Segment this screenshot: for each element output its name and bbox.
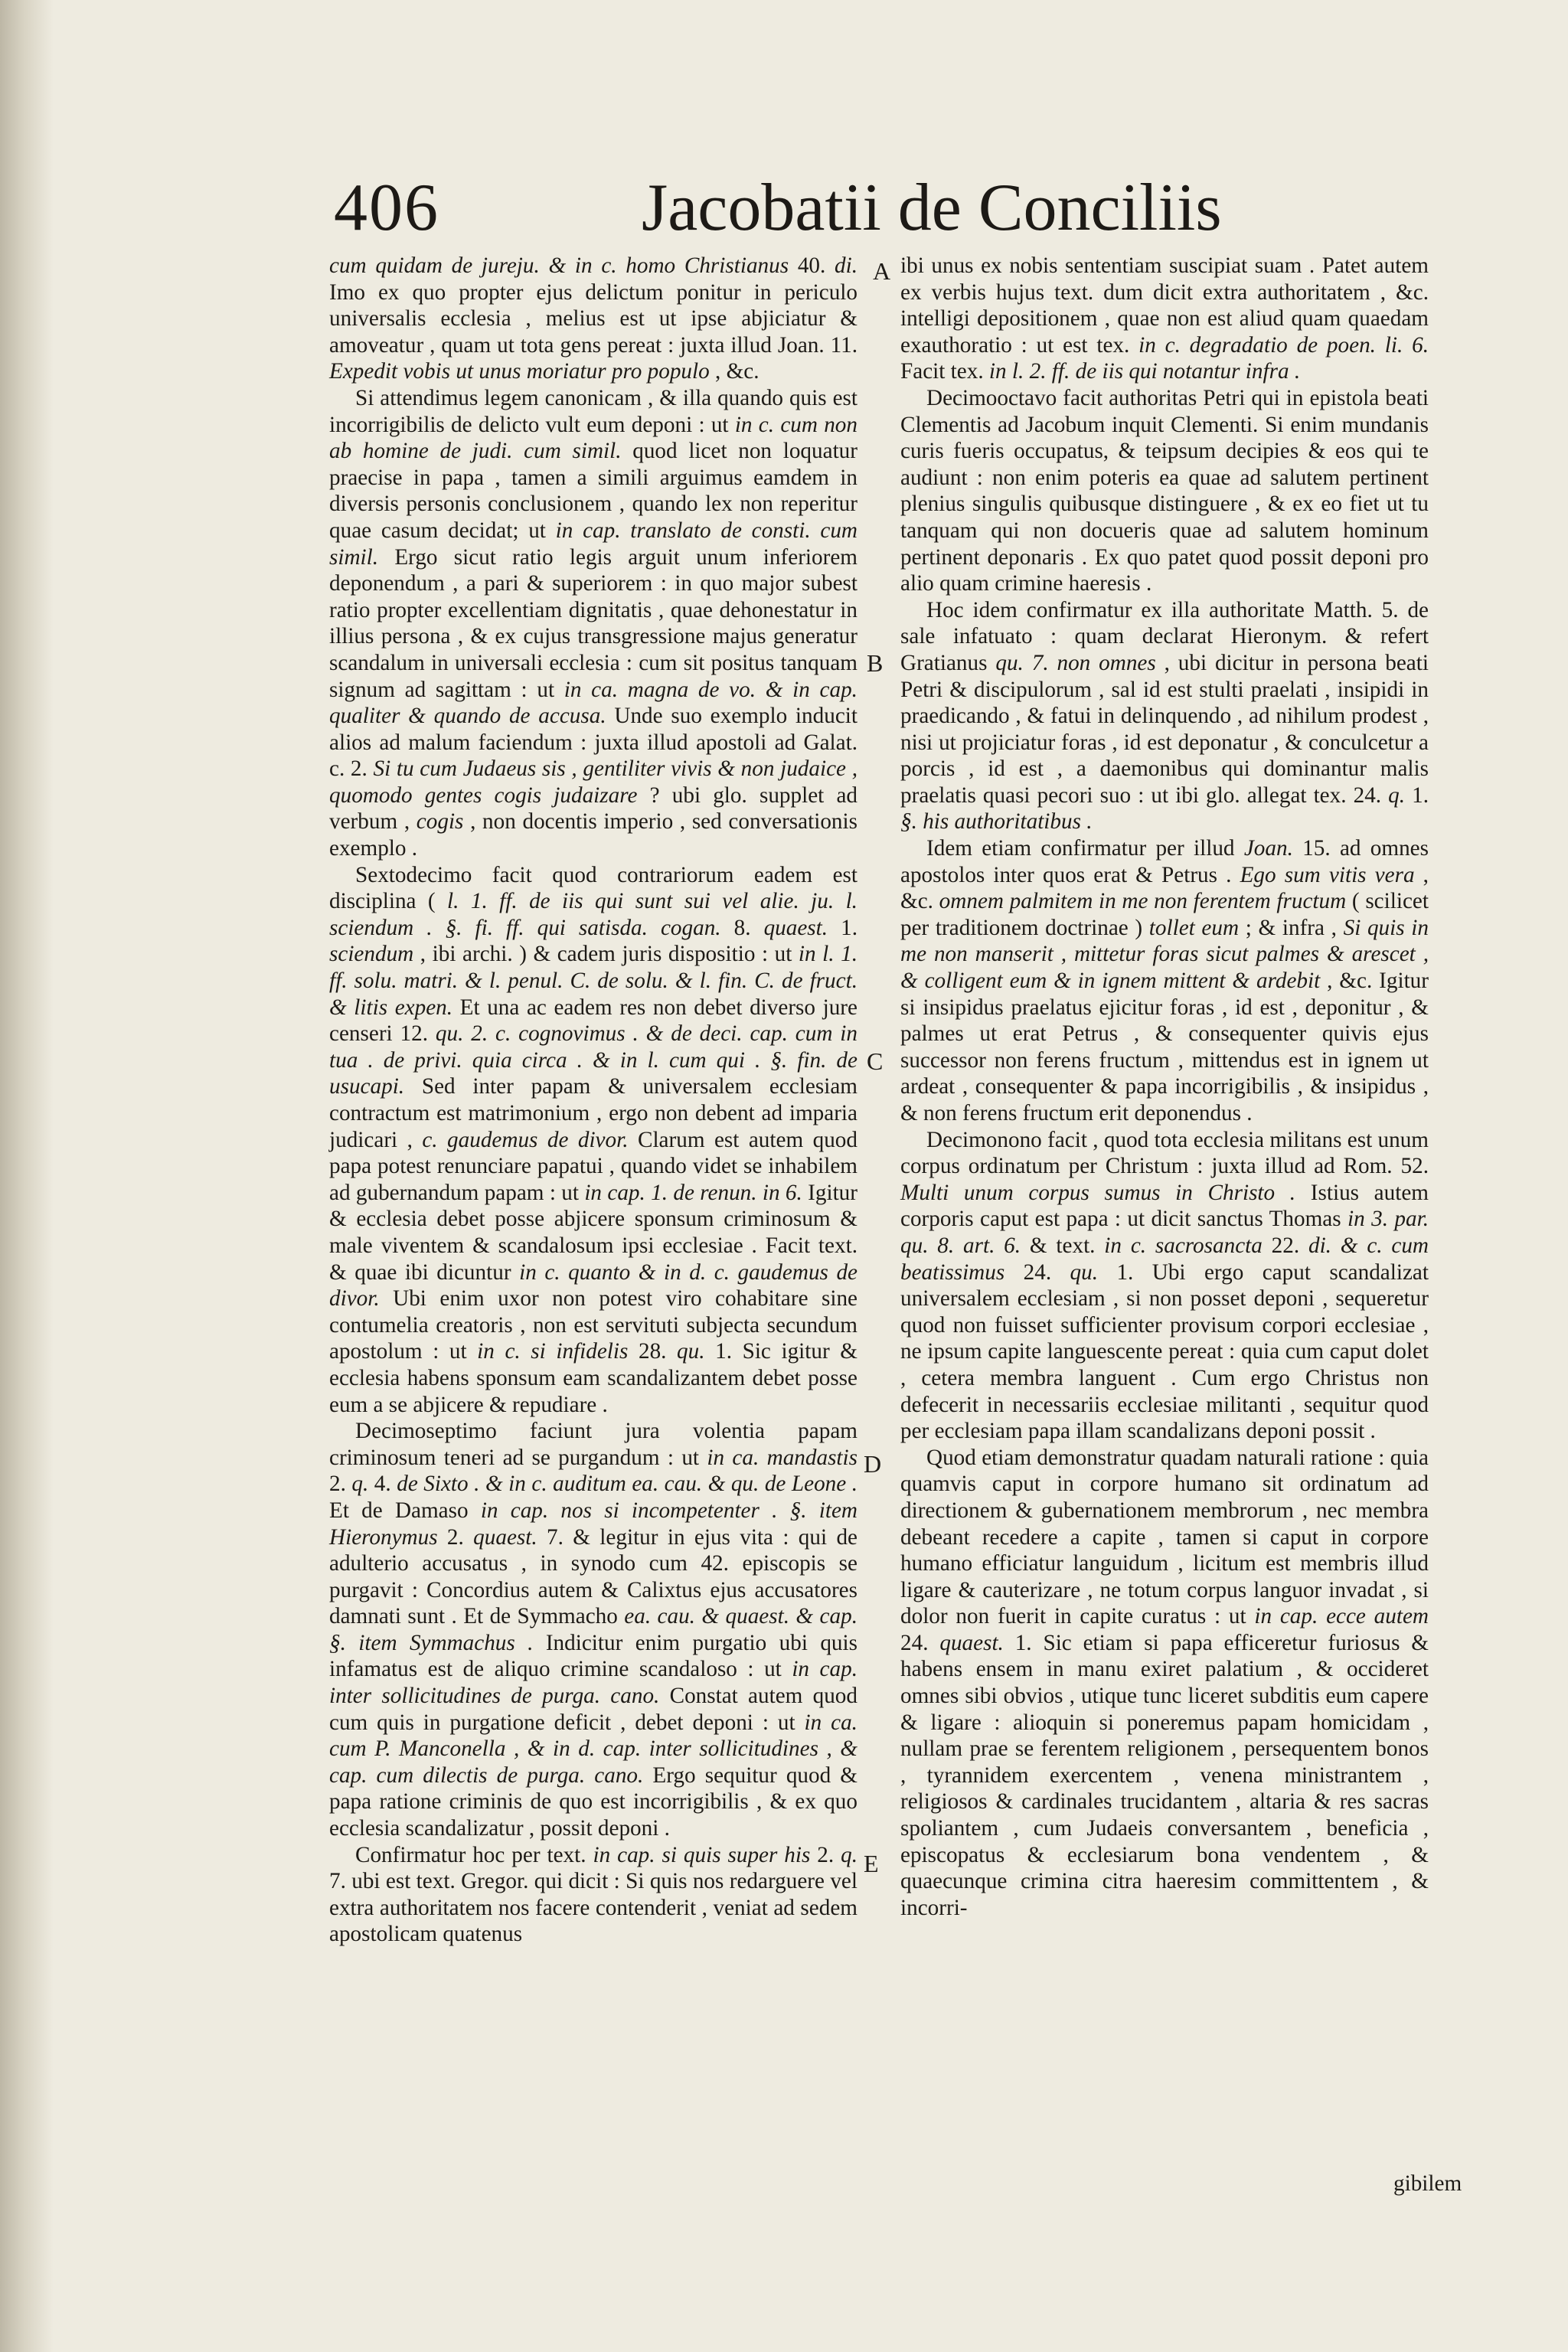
paragraph xyxy=(900,597,1429,835)
text-run: 28. xyxy=(628,1339,678,1364)
text-run: ( scilicet per traditionem doctrinae ) xyxy=(900,889,1429,940)
text-run: 1. xyxy=(1405,782,1429,808)
citation-italic: in c. cum non ab homine de judi. cum simil. xyxy=(329,412,858,464)
text-run: Et de Damaso xyxy=(329,1498,481,1523)
citation-italic: in ca. magna de vo. & in cap. qualiter & quando de accusa. xyxy=(329,677,858,729)
text-run: , &c. xyxy=(900,862,1429,914)
citation-italic: in c. degradatio de poen. li. 6. xyxy=(1138,332,1429,358)
text-run: Indicitur enim purgatio ubi quis infamatus est de aliquo crimine scandaloso : ut xyxy=(329,1630,858,1682)
text-run: 2. xyxy=(437,1524,474,1550)
text-run: , ibi archi. ) & cadem juris dispositio : ut xyxy=(413,942,799,967)
text-run: 15. ad omnes apostolos inter quos erat & Petrus . xyxy=(900,836,1429,887)
citation-italic: Si quis in me non manserit , mittetur foras sicut palmes & arescet , & colligent eum & in ignem mittent & ardebit xyxy=(900,915,1429,994)
paragraph xyxy=(900,253,1429,385)
text-run: quod licet non loquatur praecise in papa , tamen a simili arguimus eamdem in diversis personis conclusionem , quando lex non reperitur quae casum decidat; ut xyxy=(329,439,858,543)
text-run: 24. xyxy=(900,1630,940,1655)
text-run: 2. xyxy=(810,1842,841,1867)
text-run: Si attendimus legem canonicam , & illa quando quis est incorrigibilis de delicto vult eum deponi : ut xyxy=(329,385,858,437)
text-run: Decimonono facit , quod tota ecclesia militans est unum corpus ordinatum per Christum : juxta illud ad Rom. 52. xyxy=(900,1127,1429,1179)
citation-italic: cogis xyxy=(416,809,464,835)
text-run: Sextodecimo facit quod contrariorum eadem est disciplina ( xyxy=(329,862,858,914)
citation-italic: in c. quanto & in d. c. gaudemus de divor. xyxy=(329,1259,858,1312)
citation-italic: §. his authoritatibus . xyxy=(900,809,1093,835)
citation-italic: omnem palmitem in me non ferentem fructum xyxy=(939,889,1347,914)
citation-italic: in cap. si quis super his xyxy=(593,1842,811,1867)
text-run: Ergo sicut ratio legis arguit unum inferiorem deponendum , a pari & superiorem : in quo major subest ratio propter excellentiam dignitatis , quae dehonestatur in illius persona , & ex cujus transgressione majus generatur scandalum in universali ecclesia : cum sit positus tanquam signum ad sagittam : ut xyxy=(329,544,858,702)
catchword: gibilem xyxy=(1393,2171,1462,2196)
text-run: Ubi enim uxor non potest viro cohabitare sine contumelia creatoris , non est servituti subjecta secundum apostolum : ut xyxy=(329,1286,858,1364)
text-run: 1. Sic igitur & ecclesia habens sponsum eam scandalizantem debet posse eum a se abjicere & repudiare . xyxy=(329,1339,858,1417)
citation-italic: quaest. xyxy=(939,1630,1004,1655)
paragraph xyxy=(329,253,858,385)
citation-italic: Joan. xyxy=(1243,836,1293,861)
citation-italic: in ca. mandastis xyxy=(707,1445,858,1470)
text-run: 24. xyxy=(1004,1259,1070,1285)
citation-italic: Si tu cum Judaeus sis , gentiliter vivis & non judaice , quomodo gentes cogis judaizare xyxy=(329,756,858,808)
citation-italic: in 3. par. qu. 8. art. 6. xyxy=(900,1207,1429,1258)
citation-italic: tollet eum xyxy=(1148,915,1240,940)
right-column xyxy=(900,253,1429,1921)
citation-italic: qu. 2. c. cognovimus . & de deci. cap. cum in tua . de privi. quia circa . & in l. cum qui . §. fin. de usucapi. xyxy=(329,1021,858,1099)
citation-italic: in cap. nos si incompetenter . §. item Hieronymus xyxy=(329,1498,858,1550)
citation-italic: quaest. xyxy=(763,915,828,940)
paragraph xyxy=(900,1127,1429,1445)
citation-italic: di. & c. cum beatissimus xyxy=(900,1233,1429,1285)
citation-italic: in l. 2. ff. de iis qui notantur infra . xyxy=(988,359,1301,384)
paragraph xyxy=(329,862,858,1418)
margin-letter-d: D xyxy=(864,1450,882,1478)
text-run: ibi unus ex nobis sententiam suscipiat suam . Patet autem ex verbis hujus text. dum dicit extra authoritatem , &c. intelligi depositionem , quae non est aliud quam quaedam exauthoratio : ut est tex. xyxy=(900,253,1429,358)
text-run: 22. xyxy=(1262,1233,1308,1258)
text-run: 8. xyxy=(720,915,764,940)
citation-italic: in c. sacrosancta xyxy=(1104,1233,1263,1258)
paragraph xyxy=(900,835,1429,1127)
binding-shadow xyxy=(0,0,54,2352)
text-run: Decimooctavo facit authoritas Petri qui in epistola beati Clementis ad Jacobum inquit Clementi. Si enim mundanis curis fueris occupatus, & teipsum decipies & eos qui te audiunt : non enim poteris ea quae ad salutem pertinent plenius singulis quibusque distinguere , & ex eo fiet ut tu tanquam qui non docueris quae ad salutem hominum pertinent deponaris . Ex quo patet quod possit deponi pro alio quam crimine haeresis . xyxy=(900,385,1429,596)
citation-italic: l. 1. ff. de iis qui sunt sui vel alie. ju. l. sciendum . §. fi. ff. qui satisda. cogan. xyxy=(329,889,858,940)
citation-italic: Ego sum vitis vera xyxy=(1240,862,1415,887)
text-run: & text. xyxy=(1021,1233,1105,1258)
text-run: 7. & legitur in ejus vita : qui de adulterio accusatus , in synodo cum 42. episcopis se purgavit : Concordius autem & Calixtus ejus accusatores damnati sunt . Et de Symmacho xyxy=(329,1524,858,1629)
citation-italic: ea. cau. & quaest. & cap. §. item Symmachus . xyxy=(329,1604,858,1655)
text-run: ; & infra , xyxy=(1239,915,1344,940)
citation-italic: q. xyxy=(841,1842,858,1867)
citation-italic: in c. si infidelis xyxy=(477,1339,629,1364)
left-column xyxy=(329,253,858,1948)
text-run: Quod etiam demonstratur quadam naturali ratione : quia quamvis caput in corpore humano sit ordinatum ad directionem & gubernationem membrorum , nec membra debeant recedere a capite , tamen si caput in corpore humano efficiatur languidum , licitum est membris illud ligare & cauterizare , ne totum corpus languor invadat , si dolor non fuerit in capite curatus : ut xyxy=(900,1445,1429,1629)
paragraph xyxy=(329,385,858,862)
text-run: Igitur & ecclesia debet posse abjicere sponsum criminosum & male viventem & scandalosum ipsi ecclesiae . Facit text. & quae ibi dicuntur xyxy=(329,1180,858,1285)
citation-italic: in cap. ecce autem xyxy=(1254,1604,1429,1629)
citation-italic: in cap. 1. de renun. in 6. xyxy=(584,1180,802,1205)
text-run: , non docentis imperio , sed conversationis exemplo . xyxy=(329,809,858,861)
citation-italic: di. xyxy=(835,253,858,278)
text-run: , ubi dicitur in persona beati Petri & discipulorum , sal id est stulti praelati , insipidi in praedicando , & fatui in delinquendo , ad nihilum prodest , nisi ut projiciatur foras , id est deponatur , & conculcetur a porcis , id est , a daemonibus qui dominantur malis praelatis quasi pecori suo : ut ibi glo. allegat tex. 24. xyxy=(900,650,1429,808)
text-run: Decimoseptimo faciunt jura volentia papam criminosum teneri ad se purgandum : ut xyxy=(329,1419,858,1470)
citation-italic: c. gaudemus de divor. xyxy=(422,1127,629,1152)
text-run: Unde suo exemplo inducit alios ad malum faciendum : juxta illud apostoli ad Galat. c. 2. xyxy=(329,704,858,782)
text-run: , &c. xyxy=(709,359,760,384)
text-run: Imo ex quo propter ejus delictum ponitur in periculo universalis ecclesia , melius est ut ipse abjiciatur & amoveatur , quam ut tota gens pereat : juxta illud Joan. 11. xyxy=(329,279,858,358)
text-run: 7. ubi est text. Gregor. qui dicit : Si quis nos redarguere vel extra authoritatem nos facere contenderit , veniat ad sedem apostolicam quatenus xyxy=(329,1869,858,1947)
paragraph xyxy=(900,1445,1429,1922)
text-run: 4. xyxy=(368,1472,397,1497)
citation-italic: quaest. xyxy=(473,1524,537,1550)
paragraph xyxy=(329,1418,858,1842)
margin-letter-c: C xyxy=(867,1047,884,1075)
text-run: Et una ac eadem res non debet diverso jure censeri 12. xyxy=(329,995,858,1047)
text-run: Hoc idem confirmatur ex illa authoritate Matth. 5. de sale infatuato : quam declarat Hieronym. & refert Gratianus xyxy=(900,597,1429,675)
text-run: Ergo sequitur quod & papa ratione criminis de quo est incorrigibilis , & ex quo ecclesia scandalizatur , possit deponi . xyxy=(329,1762,858,1841)
margin-letter-a: A xyxy=(873,257,891,285)
text-run: 1. xyxy=(828,915,858,940)
text-run: Constat autem quod cum quis in purgatione deficit , debet deponi : ut xyxy=(329,1684,858,1735)
margin-letter-b: B xyxy=(867,649,884,677)
text-run: Clarum est autem quod papa potest renunciare papatui , quando videt se inhabilem ad gubernandum papam : ut xyxy=(329,1127,858,1205)
text-run: ? ubi glo. supplet ad verbum , xyxy=(329,782,858,835)
text-run: 2. xyxy=(329,1472,352,1497)
paragraph xyxy=(329,1842,858,1948)
citation-italic: q. xyxy=(351,1472,369,1497)
citation-italic: qu. 7. non omnes xyxy=(995,650,1156,675)
text-run: 1. Ubi ergo caput scandalizat universalem ecclesiam , si non posset deponi , sequeretur quod non fuisset sufficienter provisum corpori ecclesiae , ne ipsum capite languescente pereat : quia cum caput dolet , cetera membra languent . Cum ergo Christus non defecerit in necessariis ecclesiae militanti , sequitur quod per ecclesiam papa illam scandalizans deponi possit . xyxy=(900,1259,1429,1444)
citation-italic: Multi unum corpus sumus in Christo . xyxy=(900,1180,1296,1205)
text-run: Sed inter papam & universalem ecclesiam contractum est matrimonium , ergo non debent ad imparia judicari , xyxy=(329,1074,858,1152)
text-run: Confirmatur hoc per text. xyxy=(355,1842,593,1867)
text-run: Istius autem corporis caput est papa : ut dicit sanctus Thomas xyxy=(900,1180,1429,1232)
text-run: 1. Sic etiam si papa efficeretur furiosus & habens ensem in manu exiret palatium , & occideret omnes sibi obvios , utique tunc liceret subditis eum capere & ligare : alioquin si poneremus papam homicidam , nullam prae se ferentem religionem , persequentem bonos , tyrannidem exercentem , venena ministrantem , religiosos & cardinales trucidantem , altaria & res sacras spoliantem , cum Judaeis conversantem , beneficia , episcopatus & ecclesiarum bona vendentem , & quaecunque crimina citra haeresim committentem , & incorri- xyxy=(900,1630,1429,1920)
citation-italic: in l. 1. ff. solu. matri. & l. penul. C. de solu. & l. fin. C. de fruct. & litis expen. xyxy=(329,942,858,1020)
citation-italic: de Sixto . & in c. auditum ea. cau. & qu. de Leone . xyxy=(397,1472,858,1497)
citation-italic: sciendum xyxy=(329,942,414,967)
citation-italic: Expedit vobis ut unus moriatur pro populo xyxy=(329,359,710,384)
running-title: Jacobatii de Conciliis xyxy=(642,171,1222,245)
citation-italic: qu. xyxy=(677,1339,705,1364)
text-run: Facit tex. xyxy=(900,359,989,384)
citation-italic: qu. xyxy=(1070,1259,1099,1285)
citation-italic: in ca. cum P. Manconella , & in d. cap. inter sollicitudines , & cap. cum dilectis de purga. cano. xyxy=(329,1710,858,1788)
citation-italic: q. xyxy=(1388,782,1406,808)
text-run: 40. xyxy=(789,253,835,278)
paragraph xyxy=(900,385,1429,597)
text-run: Idem etiam confirmatur per illud xyxy=(926,836,1244,861)
margin-letter-e: E xyxy=(864,1850,879,1877)
citation-italic: cum quidam de jureju. & in c. homo Christianus xyxy=(329,253,789,278)
citation-italic: in cap. translato de consti. cum simil. xyxy=(329,518,858,570)
citation-italic: in cap. inter sollicitudines de purga. cano. xyxy=(329,1657,858,1709)
page-number: 406 xyxy=(334,171,439,245)
text-run: , &c. Igitur si insipidus praelatus ejicitur foras , id est , deponitur , & palmes ut erat Petrus , & consequenter quivis ejus successor non ferens fructum , mittendus est in ignem ut ardeat , consequenter & papa incorrigibilis , & insipidus , & non ferens fructum erit deponendus . xyxy=(900,969,1429,1125)
